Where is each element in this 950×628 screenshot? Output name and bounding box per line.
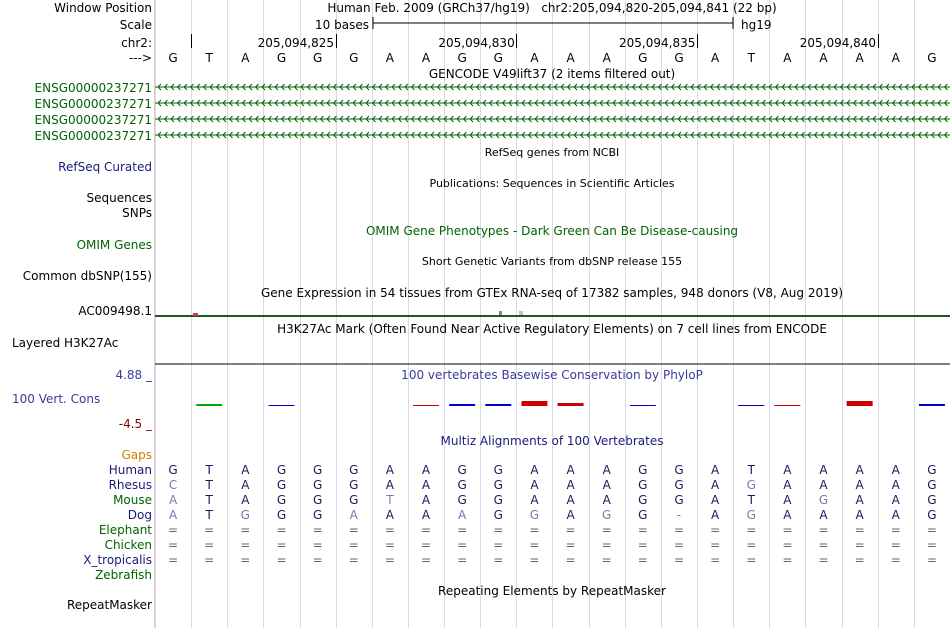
alignment-base: = [168,538,179,552]
gaps-label[interactable]: Gaps [121,448,152,462]
alignment-base: G [602,508,612,522]
alignment-base: G [312,478,323,492]
gene-transcript-line [155,116,950,122]
alignment-base: A [385,508,394,522]
alignment-base: - [676,508,682,522]
alignment-base: = [384,553,395,567]
alignment-base: T [205,478,213,492]
ruler-tick-label: 205,094,825 [257,36,335,50]
alignment-base: = [204,553,215,567]
alignment-base: G [638,478,648,492]
alignment-base: = [276,523,287,537]
alignment-base: G [818,493,829,507]
reference-base: G [168,51,178,65]
alignment-base: = [890,538,901,552]
alignment-base: = [710,538,721,552]
phylop-mark [413,405,439,406]
alignment-base: G [674,463,684,477]
alignment-base: = [818,538,829,552]
phylop-mark [268,405,294,406]
reference-base: A [819,51,828,65]
alignment-base: = [565,553,576,567]
alignment-base: G [276,493,287,507]
alignment-base: = [782,553,793,567]
phylop-mark [196,404,222,406]
h3k27ac-label[interactable]: Layered H3K27Ac [12,336,119,350]
reference-base: A [385,51,394,65]
alignment-base: G [349,463,359,477]
alignment-base: = [348,538,359,552]
reference-base: G [349,51,359,65]
alignment-base: = [673,523,684,537]
alignment-base: A [168,493,178,507]
reference-base: G [457,51,467,65]
h3k27ac-track-title: H3K27Ac Mark (Often Found Near Active Regulatory Elements) on 7 cell lines from ENCODE [277,322,827,336]
strand-label: ---> [128,51,152,65]
alignment-base: = [240,523,251,537]
alignment-base: = [457,538,468,552]
repeatmasker-label[interactable]: RepeatMasker [66,598,152,612]
alignment-base: G [168,463,178,477]
alignment-base: A [891,508,900,522]
refseq-track-title: RefSeq genes from NCBI [484,146,620,159]
alignment-base: = [240,553,251,567]
reference-base: A [566,51,575,65]
alignment-base: = [818,523,829,537]
alignment-base: G [312,493,323,507]
alignment-base: G [457,478,467,492]
alignment-base: G [312,508,323,522]
alignment-base: = [637,538,648,552]
alignment-base: G [638,508,648,522]
sequences-label[interactable]: Sequences [86,191,152,205]
alignment-base: A [711,493,720,507]
gene-transcript-line [155,84,950,90]
alignment-base: = [854,523,865,537]
alignment-base: A [421,463,431,477]
cons-label[interactable]: 100 Vert. Cons [12,392,101,406]
alignment-base: G [638,463,648,477]
alignment-base: A [855,508,864,522]
alignment-base: = [890,553,901,567]
alignment-base: T [747,463,755,477]
alignment-base: G [493,463,503,477]
alignment-base: G [457,463,467,477]
alignment-base: = [529,553,540,567]
alignment-base: G [746,478,756,492]
species-label[interactable]: Mouse [113,493,152,507]
refseq-label[interactable]: RefSeq Curated [58,160,152,174]
reference-base: A [241,51,250,65]
alignment-base: = [240,538,251,552]
phylop-mark [630,405,656,406]
gtex-gene-label[interactable]: AC009498.1 [78,304,152,318]
alignment-base: = [312,538,323,552]
phylop-mark [847,401,873,406]
alignment-base: G [927,463,937,477]
species-label[interactable]: X_tropicalis [83,553,152,567]
alignment-base: A [421,478,431,492]
alignment-base: = [782,523,793,537]
alignment-base: T [205,508,213,522]
alignment-base: = [457,553,468,567]
alignment-base: A [819,478,828,492]
alignment-base: A [566,463,575,477]
species-label[interactable]: Chicken [104,538,152,552]
alignment-base: A [602,463,611,477]
phylop-max-label: 4.88 _ [115,368,152,382]
alignment-base: = [637,523,648,537]
alignment-base: G [927,508,937,522]
alignment-base: A [566,478,575,492]
phylop-mark [738,405,764,406]
ruler-tick [878,34,879,48]
alignment-base: A [530,493,539,507]
alignment-base: = [420,553,432,567]
alignment-base: G [927,493,937,507]
phylop-mark [774,405,800,406]
alignment-base: A [891,463,900,477]
alignment-base: = [926,553,937,567]
gencode-gene-lines[interactable] [155,78,950,148]
alignment-base: = [312,553,323,567]
alignment-base: = [420,523,432,537]
alignment-base: = [348,553,359,567]
reference-base: T [205,51,213,65]
alignment-base: T [205,493,213,507]
alignment-base: = [348,523,359,537]
alignment-base: G [457,493,467,507]
alignment-base: A [168,508,178,522]
assembly-name: Human Feb. 2009 (GRCh37/hg19) [327,1,530,15]
alignment-base: A [385,463,394,477]
alignment-base: G [746,508,756,522]
dbsnp-label[interactable]: Common dbSNP(155) [22,269,152,283]
scale-label: Scale [119,18,152,32]
phylop-mark [485,404,511,406]
alignment-base: G [240,508,250,522]
snps-label[interactable]: SNPs [122,206,152,220]
alignment-base: A [783,508,792,522]
alignment-base: = [168,553,179,567]
reference-base: G [276,51,287,65]
species-label[interactable]: Rhesus [108,478,152,492]
scale-bar [155,14,950,34]
gtex-track-title: Gene Expression in 54 tissues from GTEx RNA-seq of 17382 samples, 948 donors (V8, Aug 2019) [260,286,844,300]
alignment-base: = [276,538,287,552]
alignment-base: G [529,508,540,522]
reference-base: A [891,51,900,65]
alignment-base: A [421,508,431,522]
phylop-track-title: 100 vertebrates Basewise Conservation by PhyloP [401,368,703,382]
alignment-base: G [493,493,503,507]
alignment-base: G [638,493,648,507]
phylop-mark [919,404,945,406]
alignment-base: G [493,508,503,522]
alignment-base: = [457,523,468,537]
window-position-label: Window Position [54,1,152,15]
ruler-tick-label: 205,094,835 [619,36,696,50]
alignment-base: = [710,553,721,567]
alignment-base: A [602,478,611,492]
alignment-base: A [855,463,864,477]
alignment-base: G [493,478,503,492]
repeat-track-title: Repeating Elements by RepeatMasker [438,584,666,598]
alignment-base: = [493,538,504,552]
alignment-base: A [530,463,539,477]
alignment-base: = [854,538,865,552]
alignment-base: A [458,508,467,522]
reference-base: A [421,51,431,65]
alignment-base: T [386,493,394,507]
alignment-base: A [783,493,792,507]
omim-label[interactable]: OMIM Genes [76,238,152,252]
alignment-base: = [168,523,179,537]
ruler-tick-label: 205,094,830 [438,36,515,50]
phylop-mark [558,403,584,406]
alignment-base: = [565,523,576,537]
alignment-base: = [493,553,504,567]
species-label[interactable]: Human [108,463,152,477]
reference-base: A [783,51,792,65]
alignment-base: G [276,508,287,522]
alignment-base: G [276,478,287,492]
alignment-base: = [818,553,829,567]
gencode-track-title: GENCODE V49lift37 (2 items filtered out) [428,67,676,81]
reference-base: A [530,51,539,65]
h3k27ac-signal [155,361,950,367]
position-header [327,1,776,15]
alignment-base: A [855,493,864,507]
alignment-base: G [927,478,937,492]
gencode-gene-label[interactable]: ENSG00000237271 [34,129,152,143]
alignment-base: = [746,523,757,537]
alignment-base: = [204,538,215,552]
alignment-base: = [637,553,648,567]
alignment-base: = [204,523,215,537]
reference-base: G [638,51,648,65]
alignment-base: = [384,523,395,537]
ruler-tick-label: 205,094,840 [799,36,877,50]
gene-transcript-line [155,100,950,106]
alignment-base: A [421,493,431,507]
alignment-base: = [565,538,576,552]
pubs-track-title: Publications: Sequences in Scientific Articles [429,177,675,190]
alignment-base: = [420,538,432,552]
gtex-bar [155,311,950,319]
alignment-base: = [746,538,757,552]
alignment-base: = [926,523,937,537]
alignment-base: = [782,538,793,552]
alignment-base: A [891,478,900,492]
species-label[interactable]: Dog [127,508,152,522]
browser-track-area[interactable] [155,0,950,628]
alignment-base: = [673,553,684,567]
reference-base: G [493,51,503,65]
gene-transcript-line [155,132,950,138]
ruler-tick [336,34,337,48]
alignment-base: A [855,478,864,492]
alignment-base: A [241,463,250,477]
alignment-base: G [674,493,684,507]
alignment-base: A [241,493,250,507]
alignment-base: = [673,538,684,552]
alignment-base: T [747,493,755,507]
alignment-base: = [710,523,721,537]
alignment-base: A [783,478,792,492]
species-label[interactable]: Zebrafish [95,568,152,582]
reference-base: A [602,51,611,65]
alignment-base: A [241,478,250,492]
alignment-base: A [891,493,900,507]
ruler-tick [697,34,698,48]
phylop-mark [449,404,475,406]
alignment-base: A [566,493,575,507]
alignment-base: A [530,478,539,492]
alignment-base: = [601,538,612,552]
alignment-base: = [493,523,504,537]
alignment-base: = [890,523,901,537]
gencode-gene-label[interactable]: ENSG00000237271 [34,81,152,95]
alignment-base: = [529,538,540,552]
reference-base: G [312,51,323,65]
alignment-base: = [276,553,287,567]
alignment-base: A [711,478,720,492]
alignment-base: A [819,508,828,522]
reference-base: T [747,51,755,65]
alignment-base: = [529,523,540,537]
gencode-gene-label[interactable]: ENSG00000237271 [34,97,152,111]
alignment-base: = [854,553,865,567]
alignment-base: = [601,523,612,537]
ruler-tick [191,34,192,48]
scale-text: 10 bases [315,18,369,32]
chrom-label: chr2: [121,36,152,50]
alignment-base: T [205,463,213,477]
reference-base: A [711,51,720,65]
alignment-base: = [926,538,937,552]
alignment-base: = [312,523,323,537]
dbsnp-track-title: Short Genetic Variants from dbSNP release 155 [421,255,683,268]
reference-base: G [927,51,937,65]
alignment-base: G [349,478,359,492]
phylop-signal [155,396,950,416]
alignment-base: A [711,463,720,477]
alignment-base: G [276,463,287,477]
ruler-tick [516,34,517,48]
alignment-base: = [746,553,757,567]
coords-text[interactable]: chr2:205,094,820-205,094,841 (22 bp) [541,1,777,15]
alignment-base: = [384,538,395,552]
species-label[interactable]: Elephant [98,523,152,537]
alignment-base: A [602,493,611,507]
phylop-mark [521,401,547,406]
gencode-gene-label[interactable]: ENSG00000237271 [34,113,152,127]
alignment-base: A [385,478,394,492]
phylop-min-label: -4.5 _ [118,417,152,431]
alignment-base: G [312,463,323,477]
alignment-base: G [674,478,684,492]
alignment-base: A [566,508,575,522]
alignment-base: A [819,463,828,477]
alignment-base: A [711,508,720,522]
reference-base: A [855,51,864,65]
alignment-base: G [349,493,359,507]
alignment-base: A [349,508,358,522]
alignment-base: = [601,553,612,567]
reference-base: G [674,51,684,65]
multiz-track-title: Multiz Alignments of 100 Vertebrates [440,434,664,448]
alignment-base: A [783,463,792,477]
omim-track-title: OMIM Gene Phenotypes - Dark Green Can Be Disease-causing [365,224,739,238]
scale-db: hg19 [741,18,772,32]
alignment-base: C [168,478,178,492]
